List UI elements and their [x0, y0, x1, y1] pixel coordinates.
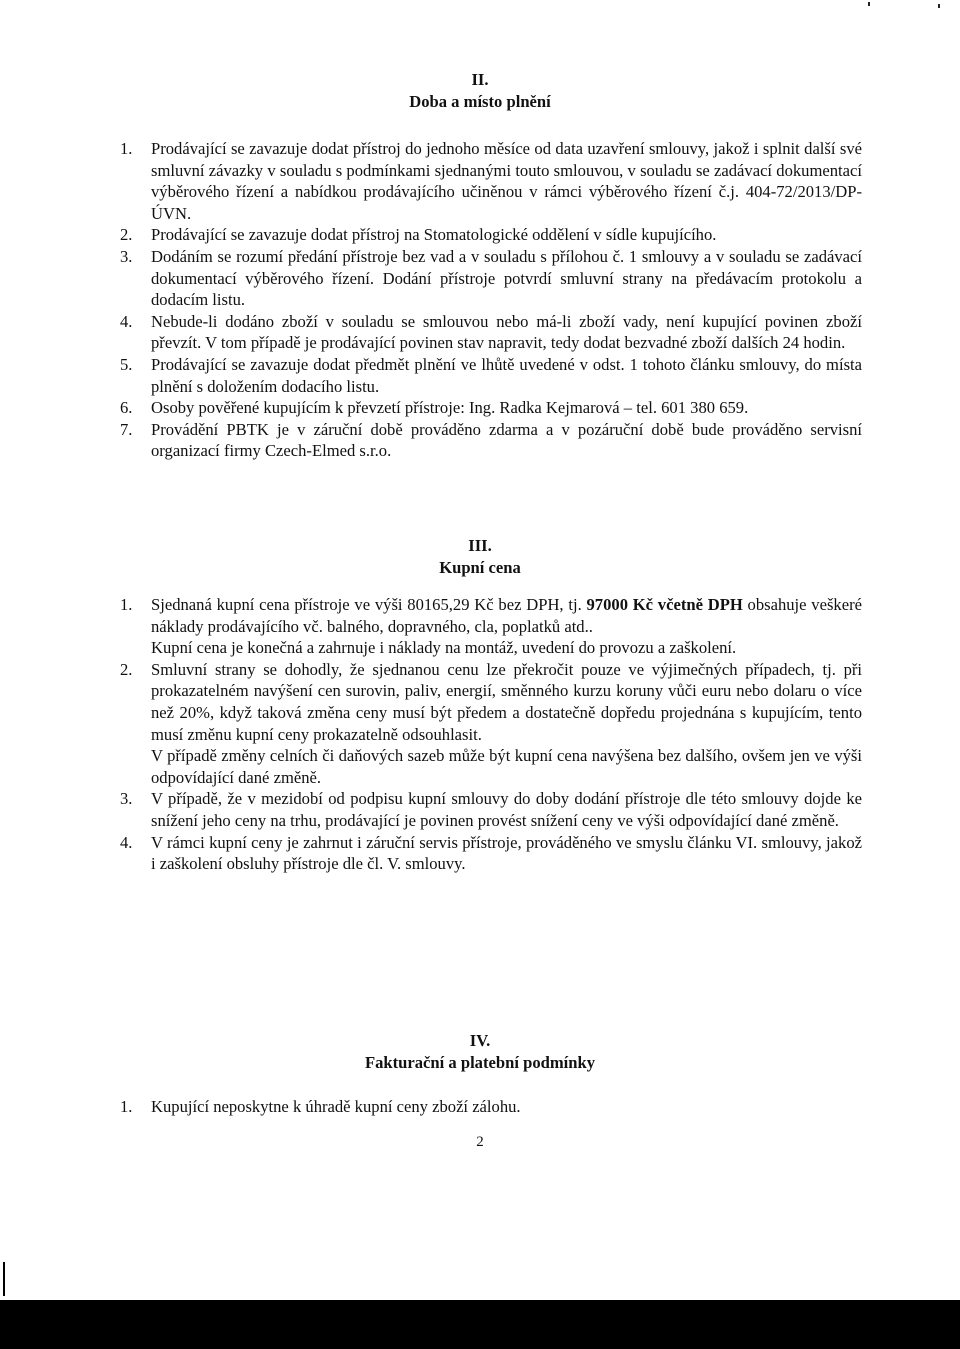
section-title: Doba a místo plnění: [409, 92, 551, 111]
section-title: Kupní cena: [439, 558, 521, 577]
list-item: [120, 397, 862, 419]
scan-bottom-bar: [0, 1300, 960, 1349]
list-item: [120, 788, 862, 831]
scan-speck: [868, 2, 870, 6]
item-number: 1.: [120, 1097, 133, 1116]
section-number: IV.: [469, 1031, 491, 1050]
item-text: Prodávající se zavazuje dodat přístroj do jednoho měsíce od data uzavření smlouvy, jakož i splnit další své smluvní závazky v souladu s podmínkami sjednanými touto smlouvou, v souladu se zadávací dokumentací výběrového řízení a nabídkou prodávajícího učiněnou v rámci výběrového řízení č.j. 404-72/2013/DP-ÚVN.: [151, 139, 862, 223]
section-number: II.: [471, 70, 489, 89]
item-text: Sjednaná kupní cena přístroje ve výši 80165,29 Kč bez DPH, tj.: [151, 595, 587, 614]
item-text: obsahuje veškeré náklady prodávajícího vč. balného, dopravného, cla, poplatků atd..: [151, 595, 862, 636]
item-text: Nebude-li dodáno zboží v souladu se smlouvou nebo má-li zboží vady, není kupující povinen zboží převzít. V tom případě je prodávající povinen stav napravit, tedy dodat bezvadné zboží dalších 24 hodin.: [151, 311, 862, 353]
item-text: V případě, že v mezidobí od podpisu kupní smlouvy do doby dodání přístroje dle této smlouvy dojde ke snížení jeho ceny na trhu, prodávající je povinen provést snížení ceny ve výši odpovídající dané změně.: [151, 789, 862, 830]
list-item: [120, 419, 862, 462]
list-item: [120, 659, 862, 789]
section-iii-list: [120, 594, 862, 875]
list-item: [120, 311, 862, 354]
item-number: 3.: [120, 789, 133, 809]
item-text: V rámci kupní ceny je zahrnut i záruční servis přístroje, prováděného ve smyslu článku VI. smlouvy, jakož i zaškolení obsluhy přístroje dle čl. V. smlouvy.: [151, 832, 862, 874]
list-item: [120, 594, 862, 659]
section-iv-heading: [0, 1030, 960, 1074]
item-number: 2.: [120, 225, 133, 245]
item-text: Provádění PBTK je v záruční době prováděno zdarma a v pozáruční době bude prováděno servisní organizací firmy Czech-Elmed s.r.o.: [151, 419, 862, 461]
item-text: Prodávající se zavazuje dodat přístroj na Stomatologické oddělení v sídle kupujícího.: [151, 225, 717, 245]
section-number: III.: [468, 536, 492, 555]
item-number: 2.: [120, 659, 133, 679]
item-text: Smluvní strany se dohodly, že sjednanou cenu lze překročit pouze ve výjimečných případech, tj. při prokazatelném navýšení cen surovin, paliv, energií, směnného kurzu koruny vůči euru nebo dolaru o více než 20%, když taková změna ceny musí být předem a dostatečně dopředu projednána s kupujícím, tento musí změnu kupní ceny prokazatelně odsouhlasit.: [151, 659, 862, 744]
item-number: 4.: [120, 311, 133, 331]
list-item: [120, 138, 862, 224]
scan-speck: [938, 4, 940, 8]
list-item: [120, 224, 862, 246]
section-title: Fakturační a platební podmínky: [364, 1053, 596, 1072]
item-text: Osoby pověřené kupujícím k převzetí přístroje: Ing. Radka Kejmarová – tel. 601 380 659.: [151, 398, 749, 418]
item-number: 1.: [120, 595, 133, 614]
price-incl-vat: 97000 Kč včetně DPH: [586, 595, 743, 614]
item-number: 3.: [120, 246, 133, 266]
item-text: Kupující neposkytne k úhradě kupní ceny zboží zálohu.: [151, 1097, 521, 1116]
item-number: 7.: [120, 419, 133, 439]
list-item: [120, 1096, 862, 1118]
item-number: 1.: [120, 139, 133, 158]
section-ii-heading: [0, 69, 960, 113]
list-item: [120, 354, 862, 397]
item-number: 4.: [120, 832, 133, 852]
scan-edge-mark: [3, 1262, 5, 1296]
item-text: Kupní cena je konečná a zahrnuje i náklady na montáž, uvedení do provozu a zaškolení.: [151, 638, 737, 658]
item-text: V případě změny celních či daňových sazeb může být kupní cena navýšena bez dalšího, ovšem jen ve výši odpovídající dané změně.: [151, 746, 862, 787]
section-iv-list: [120, 1096, 862, 1118]
page-number: 2: [476, 1134, 484, 1150]
list-item: [120, 832, 862, 875]
section-iii-heading: [0, 535, 960, 579]
section-ii-list: [120, 138, 862, 462]
list-item: [120, 246, 862, 311]
item-number: 6.: [120, 398, 133, 418]
item-text: Prodávající se zavazuje dodat předmět plnění ve lhůtě uvedené v odst. 1 tohoto článku smlouvy, do místa plnění s doložením dodacího listu.: [151, 354, 862, 396]
item-number: 5.: [120, 354, 133, 374]
item-text: Dodáním se rozumí předání přístroje bez vad a v souladu s přílohou č. 1 smlouvy a v souladu se zadávací dokumentací výběrového řízení. Dodání přístroje potvrdí smluvní strany na předávacím protokolu a dodacím listu.: [151, 246, 862, 310]
